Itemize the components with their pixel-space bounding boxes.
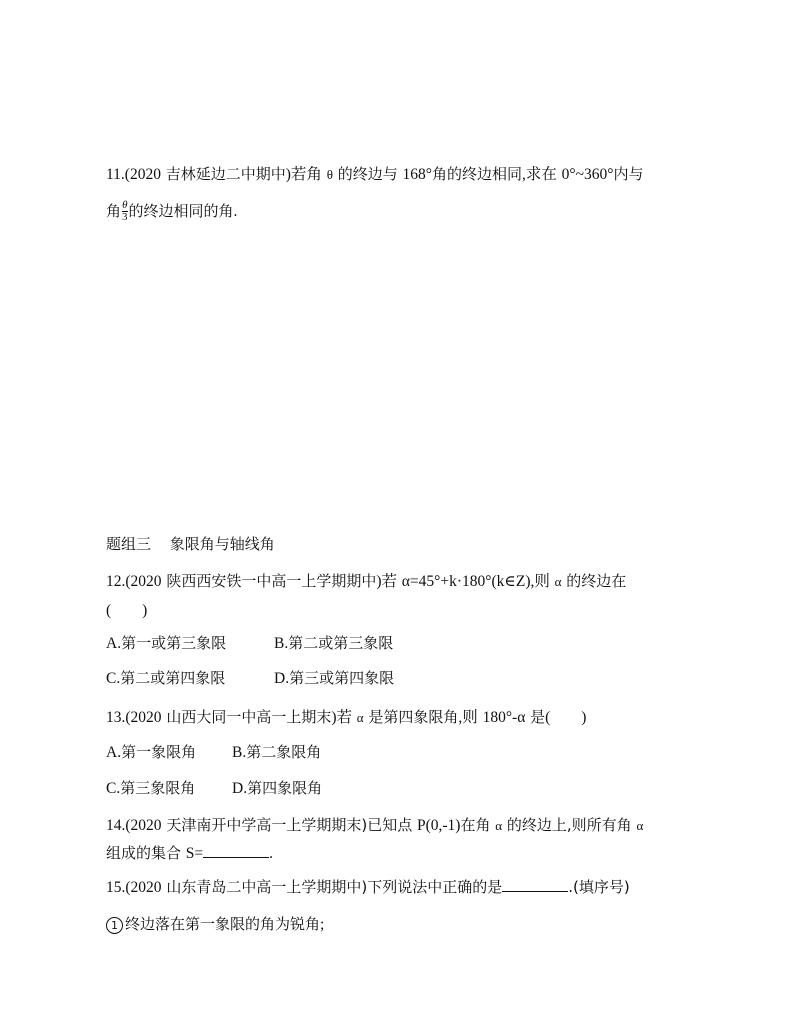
q15-source: 山东青岛二中高一上学期期中 bbox=[166, 878, 362, 896]
q12-text-1: )若 bbox=[376, 573, 398, 590]
q12-line2 bbox=[106, 603, 147, 619]
q11-line2 bbox=[106, 200, 237, 223]
q12-option-c[interactable]: C.第二或第四象限 bbox=[106, 669, 226, 687]
q13-option-c[interactable]: C.第三象限角 bbox=[106, 779, 196, 797]
q13-option-b[interactable]: B.第二象限角 bbox=[232, 743, 322, 761]
q14-line1 bbox=[106, 818, 643, 834]
q13-expression: 180°-α bbox=[482, 709, 526, 726]
q11-theta: θ bbox=[326, 167, 333, 182]
q11-period: . bbox=[233, 203, 238, 220]
q11-text-7: 的终边相同的角 bbox=[128, 202, 234, 220]
q13-text-2: 是第四象限角 bbox=[368, 708, 459, 726]
q11-frac-den: 3 bbox=[122, 211, 128, 223]
section-label: 题组三 bbox=[106, 535, 152, 553]
q12-answer-paren: ( ) bbox=[106, 602, 148, 619]
q14-text-4: ,则所有角 bbox=[566, 816, 632, 834]
q15-number: 15.(2020 bbox=[106, 879, 162, 896]
q12-option-d[interactable]: D.第三或第四象限 bbox=[274, 669, 395, 687]
q15-text-2: .(填序号) bbox=[568, 878, 630, 896]
q11-frac-num: θ bbox=[122, 199, 128, 211]
q14-set-label: S= bbox=[185, 845, 204, 862]
q11-text-5: 内与 bbox=[613, 165, 644, 183]
q15-line1 bbox=[106, 880, 630, 896]
q15-item-1 bbox=[106, 917, 324, 934]
q13-answer-paren: ( ) bbox=[545, 709, 587, 726]
section-title: 象限角与轴线角 bbox=[169, 535, 275, 553]
q14-text-1: )已知点 bbox=[361, 816, 413, 834]
q13-line1 bbox=[106, 710, 586, 726]
q15-item-1-text: 终边落在第一象限的角为锐角 bbox=[125, 915, 321, 933]
q12-options-row2 bbox=[106, 669, 395, 687]
q11-fraction bbox=[122, 200, 128, 223]
q11-text-1: )若角 bbox=[285, 166, 322, 183]
q13-options-row2 bbox=[106, 779, 323, 797]
q13-text-3: ,则 bbox=[458, 709, 478, 726]
q11-line1 bbox=[106, 167, 643, 183]
q14-text-3: 的终边上 bbox=[506, 816, 567, 834]
q14-number: 14.(2020 bbox=[106, 817, 162, 834]
q11-text-3: 角的终边相同 bbox=[431, 165, 522, 183]
q12-number: 12.(2020 bbox=[106, 573, 162, 590]
q11-168deg: 168° bbox=[402, 166, 432, 183]
q11-text-2: 的终边与 bbox=[337, 165, 398, 183]
q15-answer-blank[interactable] bbox=[502, 891, 568, 892]
q14-alpha: α bbox=[495, 818, 503, 833]
q12-options-row1 bbox=[106, 634, 394, 652]
q12-text-3: 的终边在 bbox=[566, 572, 627, 590]
q14-answer-blank[interactable] bbox=[203, 857, 269, 858]
q12-line1 bbox=[106, 574, 626, 590]
q12-expression: α=45°+k·180°(k∈Z) bbox=[401, 573, 531, 590]
q14-line2 bbox=[106, 846, 273, 862]
q12-option-b[interactable]: B.第二或第三象限 bbox=[274, 634, 394, 652]
q14-source: 天津南开中学高一上学期期末 bbox=[166, 816, 362, 834]
q12-alpha: α bbox=[554, 574, 562, 589]
q13-option-d[interactable]: D.第四象限角 bbox=[232, 779, 323, 797]
q13-text-1: )若 bbox=[331, 709, 353, 726]
q15-text-1: )下列说法中正确的是 bbox=[361, 878, 503, 896]
q12-text-2: ,则 bbox=[530, 573, 550, 590]
q14-alpha-2: α bbox=[636, 818, 644, 833]
q13-text-4: 是 bbox=[530, 708, 546, 726]
q11-text-6: 角 bbox=[106, 202, 122, 220]
q12-source: 陕西西安铁一中高一上学期期中 bbox=[166, 572, 377, 590]
q11-text-4: ,求在 bbox=[522, 166, 557, 183]
q12-option-a[interactable]: A.第一或第三象限 bbox=[106, 634, 227, 652]
section-heading bbox=[106, 537, 275, 552]
q11-number: 11.(2020 bbox=[106, 166, 161, 183]
q14-point: P(0,-1) bbox=[416, 817, 461, 834]
q11-source: 吉林延边二中期中 bbox=[165, 165, 286, 183]
q14-text-2: 在角 bbox=[460, 816, 491, 834]
q15-item-1-end: ; bbox=[320, 916, 325, 933]
q13-alpha: α bbox=[356, 710, 364, 725]
q14-period: . bbox=[269, 845, 274, 862]
q11-range: 0°~360° bbox=[561, 166, 614, 183]
q13-options-row1 bbox=[106, 743, 322, 761]
circled-number-icon: 1 bbox=[106, 917, 123, 934]
q13-number: 13.(2020 bbox=[106, 709, 162, 726]
q13-option-a[interactable]: A.第一象限角 bbox=[106, 743, 197, 761]
q13-source: 山西大同一中高一上期末 bbox=[166, 708, 332, 726]
q14-text-5: 组成的集合 bbox=[106, 844, 182, 862]
